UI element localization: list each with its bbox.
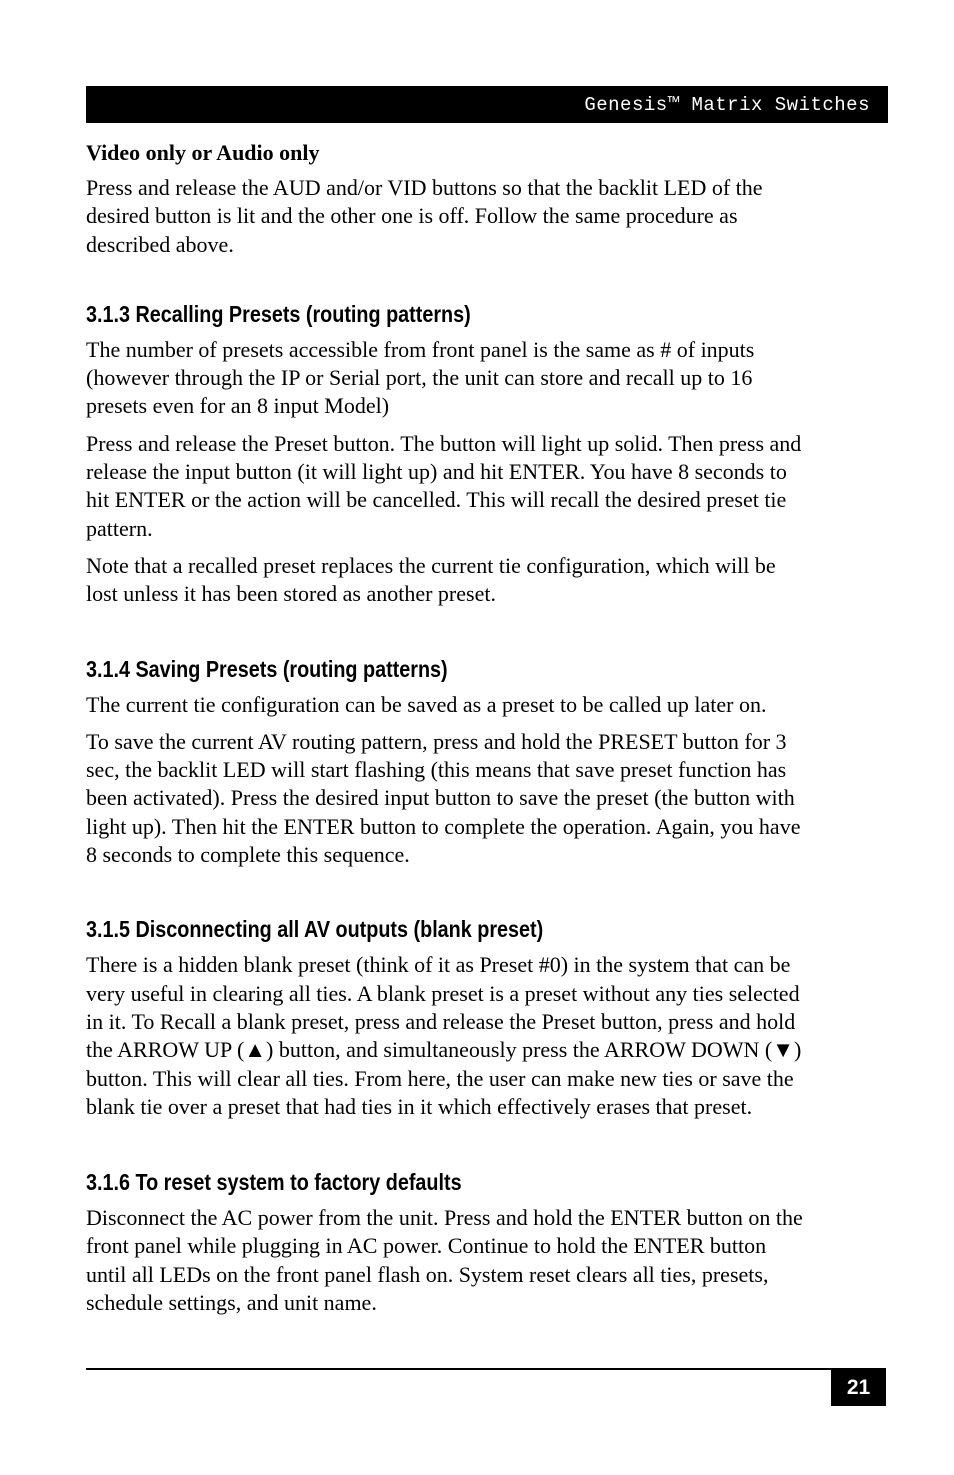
footer-divider: [86, 1368, 886, 1370]
section-3-1-6: [86, 1167, 886, 1317]
body-paragraph: Note that a recalled preset replaces the current tie configuration, which will be lost unless it has been stored as another preset.: [86, 552, 776, 607]
body-paragraph: The number of presets accessible from front panel is the same as # of inputs (however through the IP or Serial port, the unit can store and recall up to 16 presets even for an 8 input Model): [86, 336, 755, 419]
body-paragraph: There is a hidden blank preset (think of it as Preset #0) in the system that can be very useful in clearing all ties. A blank preset is a preset without any ties selected in it. To Recall a blank preset, press and release the Preset button, press and hold the ARROW UP (▲) button, and simultaneously press the ARROW DOWN (▼) button. This will clear all ties. From here, the user can make new ties or save the blank tie over a preset that had ties in it which effectively erases that preset.: [86, 952, 802, 1119]
intro-paragraph: Press and release the AUD and/or VID buttons so that the backlit LED of the desired button is lit and the other one is off. Follow the same procedure as described above.: [86, 175, 763, 257]
body-paragraph: Press and release the Preset button. The button will light up solid. Then press and release the input button (it will light up) and hit ENTER. You have 8 seconds to hit ENTER or the action will be cancelled. This will recall the desired preset tie pattern.: [86, 430, 802, 541]
header-bar: [86, 86, 888, 123]
body-paragraph: To save the current AV routing pattern, press and hold the PRESET button for 3 sec, the backlit LED will start flashing (this means that save preset function has been activated). Press the desired input button to save the preset (the button with light up). Then hit the ENTER button to complete the operation. Again, you have 8 seconds to complete this sequence.: [86, 728, 801, 868]
intro-subhead: Video only or Audio only: [86, 140, 320, 165]
section-heading: 3.1.5 Disconnecting all AV outputs (blank preset): [86, 916, 544, 943]
section-3-1-5: [86, 914, 886, 1121]
section-heading: 3.1.3 Recalling Presets (routing patterns): [86, 300, 471, 327]
body-paragraph: Disconnect the AC power from the unit. Press and hold the ENTER button on the front panel while plugging in AC power. Continue to hold the ENTER button until all LEDs on the front panel flash on. System reset clears all ties, presets, schedule settings, and unit name.: [86, 1205, 803, 1316]
section-heading: 3.1.6 To reset system to factory defaults: [86, 1169, 462, 1196]
page-number: 21: [831, 1370, 886, 1406]
running-header-title: Genesis™ Matrix Switches: [584, 93, 870, 116]
body-paragraph: The current tie configuration can be saved as a preset to be called up later on.: [86, 691, 767, 717]
page-content: [86, 138, 886, 1326]
section-heading: 3.1.4 Saving Presets (routing patterns): [86, 655, 448, 682]
section-3-1-4: [86, 654, 886, 870]
section-3-1-3: [86, 299, 886, 609]
